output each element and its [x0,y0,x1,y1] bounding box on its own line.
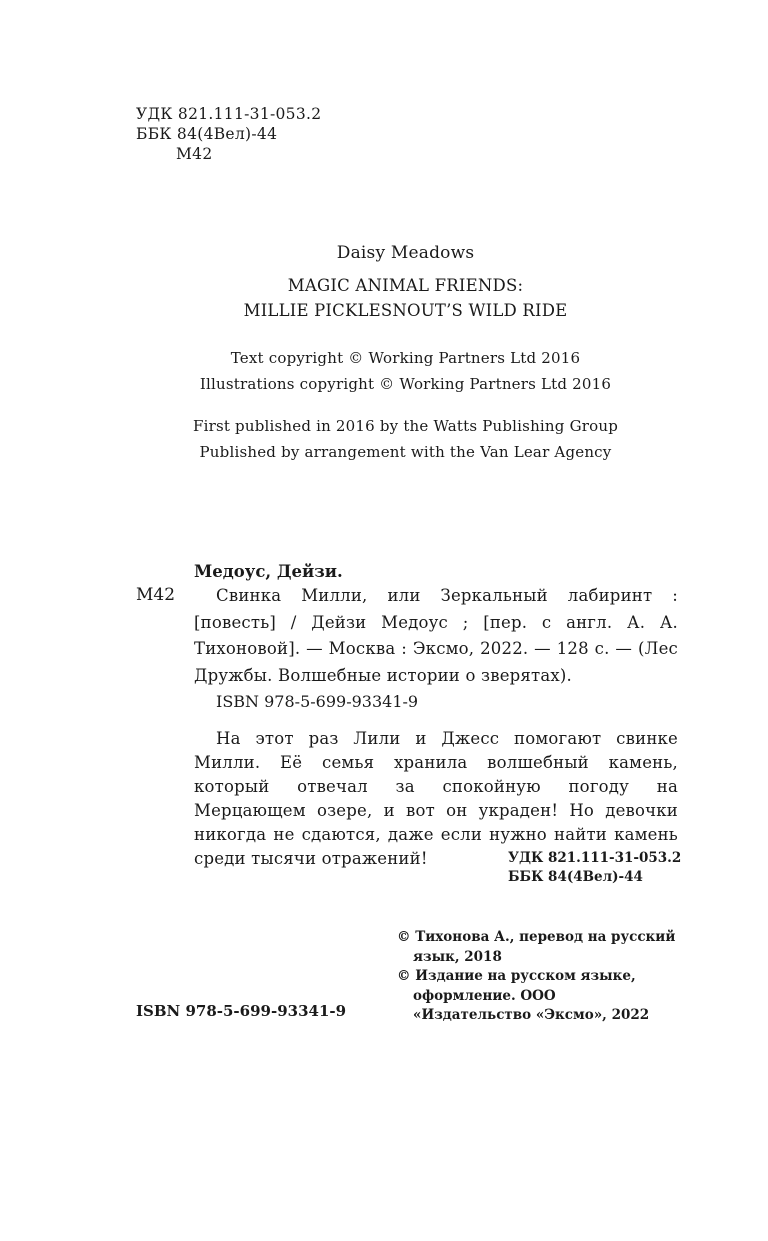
original-title [0,273,768,323]
original-title-line2: MILLIE PICKLESNOUT’S WILD RIDE [243,301,568,320]
illustrations-copyright: Illustrations copyright © Working Partners Ltd 2016 [199,375,612,393]
arrangement-note: Published by arrangement with the Van Lear Agency [199,443,612,461]
footer-isbn: ISBN 978-5-699-93341-9 [136,1002,347,1020]
text-copyright: Text copyright © Working Partners Ltd 2016 [230,349,581,367]
udk-code: УДК 821.111-31-053.2 [136,105,322,123]
classification-codes [136,104,321,164]
original-title-line1: MAGIC ANIMAL FRIENDS: [287,276,524,295]
author-sign: М42 [176,145,213,163]
catalog-udk: УДК 821.111-31-053.2 [508,850,682,866]
annotation: На этот раз Лили и Джесс помогают свинке Милли. Её семья хранила волшебный камень, который отвечал за спокойную погоду на Мерцающем озере, и вот он украден! Но девочки никогда не сдаются, даже если нужно найти камень среди тысячи отражений! [194,729,678,868]
translation-copyright: © Тихонова А., перевод на русский язык, 2018 [397,929,676,965]
catalog-description: Свинка Милли, или Зеркальный лабиринт : [повесть] / Дейзи Медоус ; [пер. с англ. А. А. Тихоновой]. — Москва : Эксмо, 2022. — 128 с. — (Лес Дружбы. Волшебные истории о зверятах). [194,586,678,685]
original-copyrights [0,345,768,397]
catalog-bbk: ББК 84(4Вел)-44 [508,869,643,885]
edition-copyright: © Издание на русском языке, оформление. ООО «Издательство «Эксмо», 2022 [397,968,650,1023]
footer-copyrights [397,928,677,1026]
catalog-isbn: ISBN 978-5-699-93341-9 [216,692,419,711]
catalog-codes [508,849,681,887]
bbk-code: ББК 84(4Вел)-44 [136,125,278,143]
catalog-author: Медоус, Дейзи. [194,562,343,581]
catalog-code: М42 [136,585,176,605]
first-published: First published in 2016 by the Watts Publishing Group [192,417,619,435]
original-author: Daisy Meadows [336,243,475,263]
publication-info [0,413,768,465]
